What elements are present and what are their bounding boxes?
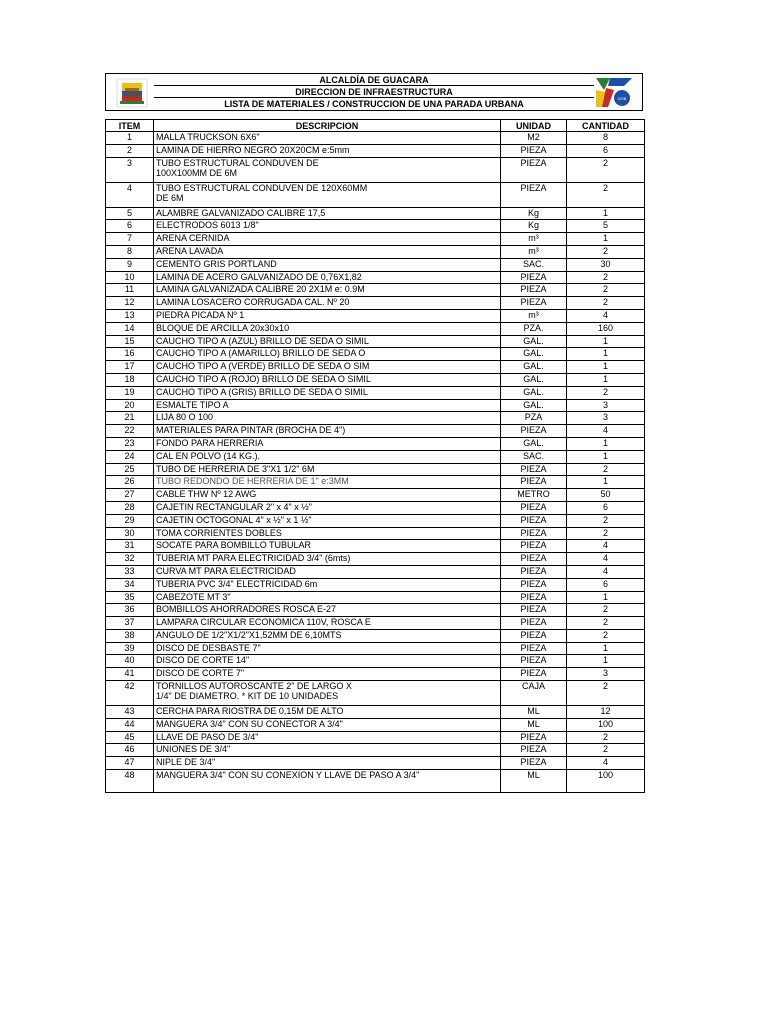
description-cell: CABLE THW Nº 12 AWG [154,489,501,502]
description-cell: LAMINA DE HIERRO NEGRO 20X20CM e:5mm [154,144,501,157]
description-cell: ANGULO DE 1/2"X1/2"X1,52MM DE 6,10MTS [154,629,501,642]
quantity-cell: 8 [567,132,645,145]
unit-cell: GAL. [501,361,567,374]
svg-text:GOB: GOB [617,96,627,101]
item-cell: 14 [106,322,154,335]
table-row [106,245,645,258]
quantity-cell: 4 [567,553,645,566]
unit-cell: PIEZA [501,668,567,681]
quantity-cell: 6 [567,501,645,514]
item-cell: 32 [106,553,154,566]
unit-cell: PIEZA [501,425,567,438]
item-cell: 27 [106,489,154,502]
header-item: ITEM [106,120,154,132]
table-row [106,642,645,655]
quantity-cell: 2 [567,297,645,310]
description-cell: UNIONES DE 3/4" [154,744,501,757]
quantity-cell: 4 [567,309,645,322]
table-row [106,182,645,207]
unit-cell: PIEZA [501,565,567,578]
description-cell: CAUCHO TIPO A (VERDE) BRILLO DE SEDA O SIM [154,361,501,374]
table-row [106,437,645,450]
description-cell: CAJETIN RECTANGULAR 2" x 4" x ½" [154,501,501,514]
item-cell: 3 [106,157,154,182]
quantity-cell: 6 [567,578,645,591]
unit-cell: PZA. [501,322,567,335]
unit-cell: PIEZA [501,617,567,630]
item-cell: 25 [106,463,154,476]
unit-cell: PIEZA [501,757,567,770]
quantity-cell: 1 [567,437,645,450]
description-cell: ESMALTE TIPO A [154,399,501,412]
quantity-cell: 1 [567,207,645,220]
table-row [106,284,645,297]
quantity-cell: 2 [567,182,645,207]
materials-table [105,119,645,793]
unit-cell: m³ [501,245,567,258]
item-cell: 40 [106,655,154,668]
quantity-cell: 2 [567,629,645,642]
description-cell: SOCATE PARA BOMBILLO TUBULAR [154,540,501,553]
description-cell: LAMPARA CIRCULAR ECONOMICA 110V, ROSCA E [154,617,501,630]
quantity-cell: 4 [567,425,645,438]
unit-cell: M2 [501,132,567,145]
item-cell: 23 [106,437,154,450]
quantity-cell: 1 [567,233,645,246]
item-cell: 47 [106,757,154,770]
description-cell: TUBO DE HERRERIA DE 3"X1 1/2" 6M [154,463,501,476]
unit-cell: GAL. [501,348,567,361]
item-cell: 22 [106,425,154,438]
quantity-cell: 2 [567,617,645,630]
description-cell: LAMINA LOSACERO CORRUGADA CAL. Nº 20 [154,297,501,310]
unit-cell: PIEZA [501,642,567,655]
item-cell: 8 [106,245,154,258]
table-row [106,463,645,476]
header-line-2: DIRECCION DE INFRAESTRUCTURA [154,86,594,98]
description-cell: BOMBILLOS AHORRADORES ROSCA E-27 [154,604,501,617]
item-cell: 42 [106,681,154,706]
item-cell: 48 [106,770,154,793]
description-cell: DISCO DE CORTE 7" [154,668,501,681]
table-row [106,399,645,412]
table-row [106,220,645,233]
municipal-seal-icon [116,78,148,108]
unit-cell: PIEZA [501,553,567,566]
item-cell: 34 [106,578,154,591]
description-cell: TUBERIA PVC 3/4" ELECTRICIDAD 6m [154,578,501,591]
description-cell: BLOQUE DE ARCILLA 20x30x10 [154,322,501,335]
unit-cell: ML [501,718,567,731]
government-logo-icon [594,76,634,109]
table-row [106,348,645,361]
unit-cell: PIEZA [501,271,567,284]
table-row [106,450,645,463]
quantity-cell: 2 [567,514,645,527]
table-row [106,271,645,284]
item-cell: 41 [106,668,154,681]
quantity-cell: 2 [567,681,645,706]
description-cell: MALLA TRUCKSON 6X6" [154,132,501,145]
unit-cell: PIEZA [501,157,567,182]
table-row [106,514,645,527]
table-row [106,386,645,399]
unit-cell: PIEZA [501,182,567,207]
quantity-cell: 2 [567,245,645,258]
table-row [106,731,645,744]
quantity-cell: 100 [567,718,645,731]
table-row [106,681,645,706]
table-row [106,757,645,770]
description-cell: DISCO DE DESBASTE 7" [154,642,501,655]
description-cell: NIPLE DE 3/4" [154,757,501,770]
unit-cell: PIEZA [501,540,567,553]
description-cell: LAMINA GALVANIZADA CALIBRE 20 2X1M e: 0.9M [154,284,501,297]
description-cell: MATERIALES PARA PINTAR (BROCHA DE 4") [154,425,501,438]
quantity-cell: 3 [567,412,645,425]
item-cell: 45 [106,731,154,744]
quantity-cell: 2 [567,604,645,617]
table-row [106,553,645,566]
item-cell: 46 [106,744,154,757]
table-row [106,335,645,348]
quantity-cell: 2 [567,744,645,757]
table-row [106,706,645,719]
unit-cell: m³ [501,309,567,322]
item-cell: 1 [106,132,154,145]
unit-cell: PIEZA [501,476,567,489]
item-cell: 39 [106,642,154,655]
quantity-cell: 4 [567,540,645,553]
quantity-cell: 12 [567,706,645,719]
item-cell: 10 [106,271,154,284]
item-cell: 4 [106,182,154,207]
description-cell: TUBO ESTRUCTURAL CONDUVEN DE 100X100MM DE 6M [154,157,501,182]
table-row [106,309,645,322]
unit-cell: PIEZA [501,463,567,476]
item-cell: 28 [106,501,154,514]
unit-cell: METRO [501,489,567,502]
unit-cell: PIEZA [501,731,567,744]
item-cell: 18 [106,373,154,386]
table-row [106,489,645,502]
quantity-cell: 1 [567,642,645,655]
unit-cell: GAL. [501,335,567,348]
quantity-cell: 100 [567,770,645,793]
table-row [106,297,645,310]
description-cell: TUBO ESTRUCTURAL CONDUVEN DE 120X60MM DE 6M [154,182,501,207]
description-cell: PIEDRA PICADA Nº 1 [154,309,501,322]
table-row [106,425,645,438]
quantity-cell: 5 [567,220,645,233]
table-row [106,770,645,793]
quantity-cell: 6 [567,144,645,157]
table-row [106,668,645,681]
table-row [106,476,645,489]
quantity-cell: 4 [567,565,645,578]
item-cell: 21 [106,412,154,425]
unit-cell: SAC. [501,258,567,271]
quantity-cell: 1 [567,591,645,604]
unit-cell: PIEZA [501,604,567,617]
quantity-cell: 2 [567,463,645,476]
unit-cell: Kg [501,220,567,233]
unit-cell: m³ [501,233,567,246]
unit-cell: PIEZA [501,284,567,297]
item-cell: 29 [106,514,154,527]
header-unidad: UNIDAD [501,120,567,132]
item-cell: 43 [106,706,154,719]
item-cell: 11 [106,284,154,297]
unit-cell: PZA [501,412,567,425]
unit-cell: ML [501,770,567,793]
table-row [106,617,645,630]
item-cell: 13 [106,309,154,322]
description-cell: CAUCHO TIPO A (AZUL) BRILLO DE SEDA O SIMIL [154,335,501,348]
description-cell: TORNILLOS AUTOROSCANTE 2" DE LARGO X 1/4" DE DIAMETRO. * KIT DE 10 UNIDADES [154,681,501,706]
table-row [106,412,645,425]
description-cell: CABEZOTE MT 3" [154,591,501,604]
quantity-cell: 1 [567,335,645,348]
unit-cell: PIEZA [501,514,567,527]
description-cell: ALAMBRE GALVANIZADO CALIBRE 17,5 [154,207,501,220]
item-cell: 30 [106,527,154,540]
table-row [106,655,645,668]
item-cell: 9 [106,258,154,271]
quantity-cell: 2 [567,284,645,297]
table-row [106,157,645,182]
item-cell: 7 [106,233,154,246]
description-cell: TUBO REDONDO DE HERRERIA DE 1" e:3MM [154,476,501,489]
unit-cell: Kg [501,207,567,220]
unit-cell: SAC. [501,450,567,463]
quantity-cell: 1 [567,361,645,374]
quantity-cell: 1 [567,655,645,668]
unit-cell: PIEZA [501,527,567,540]
item-cell: 6 [106,220,154,233]
item-cell: 12 [106,297,154,310]
unit-cell: PIEZA [501,744,567,757]
item-cell: 5 [106,207,154,220]
item-cell: 2 [106,144,154,157]
table-row [106,132,645,145]
item-cell: 44 [106,718,154,731]
description-cell: LIJA 80 O 100 [154,412,501,425]
header-descripcion: DESCRIPCION [154,120,501,132]
table-row [106,591,645,604]
quantity-cell: 2 [567,731,645,744]
table-row [106,207,645,220]
unit-cell: PIEZA [501,591,567,604]
description-cell: MANGUERA 3/4" CON SU CONECTOR A 3/4" [154,718,501,731]
quantity-cell: 160 [567,322,645,335]
header-line-3: LISTA DE MATERIALES / CONSTRUCCION DE UNA PARADA URBANA [224,99,524,109]
description-cell: ARENA LAVADA [154,245,501,258]
description-cell: CEMENTO GRIS PORTLAND [154,258,501,271]
table-row [106,629,645,642]
unit-cell: GAL. [501,399,567,412]
table-row [106,144,645,157]
item-cell: 20 [106,399,154,412]
header-cantidad: CANTIDAD [567,120,645,132]
table-row [106,373,645,386]
unit-cell: GAL. [501,437,567,450]
unit-cell: PIEZA [501,578,567,591]
description-cell: FONDO PARA HERRERIA [154,437,501,450]
description-cell: MANGUERA 3/4" CON SU CONEXION Y LLAVE DE PASO A 3/4" [154,770,501,793]
description-cell: CERCHA PARA RIOSTRA DE 0,15M DE ALTO [154,706,501,719]
quantity-cell: 2 [567,527,645,540]
item-cell: 36 [106,604,154,617]
table-body [106,132,645,793]
table-row [106,540,645,553]
quantity-cell: 1 [567,450,645,463]
quantity-cell: 1 [567,373,645,386]
description-cell: CAUCHO TIPO A (ROJO) BRILLO DE SEDA O SIMIL [154,373,501,386]
table-row [106,258,645,271]
description-cell: ARENA CERNIDA [154,233,501,246]
quantity-cell: 50 [567,489,645,502]
table-row [106,361,645,374]
description-cell: DISCO DE CORTE 14" [154,655,501,668]
quantity-cell: 4 [567,757,645,770]
description-cell: ELECTRODOS 6013 1/8" [154,220,501,233]
item-cell: 24 [106,450,154,463]
quantity-cell: 30 [567,258,645,271]
unit-cell: CAJA [501,681,567,706]
description-cell: LLAVE DE PASO DE 3/4" [154,731,501,744]
description-cell: CAJETIN OCTOGONAL 4" x ½" x 1 ½" [154,514,501,527]
description-cell: TUBERIA MT PARA ELECTRICIDAD 3/4" (6mts) [154,553,501,566]
table-row [106,233,645,246]
quantity-cell: 1 [567,348,645,361]
item-cell: 31 [106,540,154,553]
unit-cell: GAL. [501,386,567,399]
table-row [106,604,645,617]
quantity-cell: 3 [567,399,645,412]
unit-cell: PIEZA [501,655,567,668]
item-cell: 15 [106,335,154,348]
item-cell: 33 [106,565,154,578]
table-header-row [106,120,645,132]
table-row [106,322,645,335]
description-cell: CAUCHO TIPO A (GRIS) BRILLO DE SEDA O SIMIL [154,386,501,399]
description-cell: LAMINA DE ACERO GALVANIZADO DE 0,76X1,82 [154,271,501,284]
description-cell: CAL EN POLVO (14 KG.). [154,450,501,463]
description-cell: TOMA CORRIENTES DOBLES [154,527,501,540]
quantity-cell: 3 [567,668,645,681]
table-row [106,744,645,757]
item-cell: 17 [106,361,154,374]
item-cell: 19 [106,386,154,399]
quantity-cell: 2 [567,386,645,399]
item-cell: 38 [106,629,154,642]
item-cell: 26 [106,476,154,489]
item-cell: 16 [106,348,154,361]
unit-cell: PIEZA [501,144,567,157]
unit-cell: PIEZA [501,629,567,642]
unit-cell: PIEZA [501,297,567,310]
item-cell: 37 [106,617,154,630]
quantity-cell: 2 [567,271,645,284]
table-row [106,527,645,540]
description-cell: CURVA MT PARA ELECTRICIDAD [154,565,501,578]
item-cell: 35 [106,591,154,604]
table-row [106,718,645,731]
unit-cell: PIEZA [501,501,567,514]
header-line-1: ALCALDÍA DE GUACARA [154,74,594,86]
header-titles [154,74,594,110]
document-header [105,73,643,111]
table-row [106,501,645,514]
description-cell: CAUCHO TIPO A (AMARILLO) BRILLO DE SEDA O [154,348,501,361]
unit-cell: GAL. [501,373,567,386]
table-row [106,578,645,591]
quantity-cell: 1 [567,476,645,489]
table-row [106,565,645,578]
unit-cell: ML [501,706,567,719]
quantity-cell: 2 [567,157,645,182]
